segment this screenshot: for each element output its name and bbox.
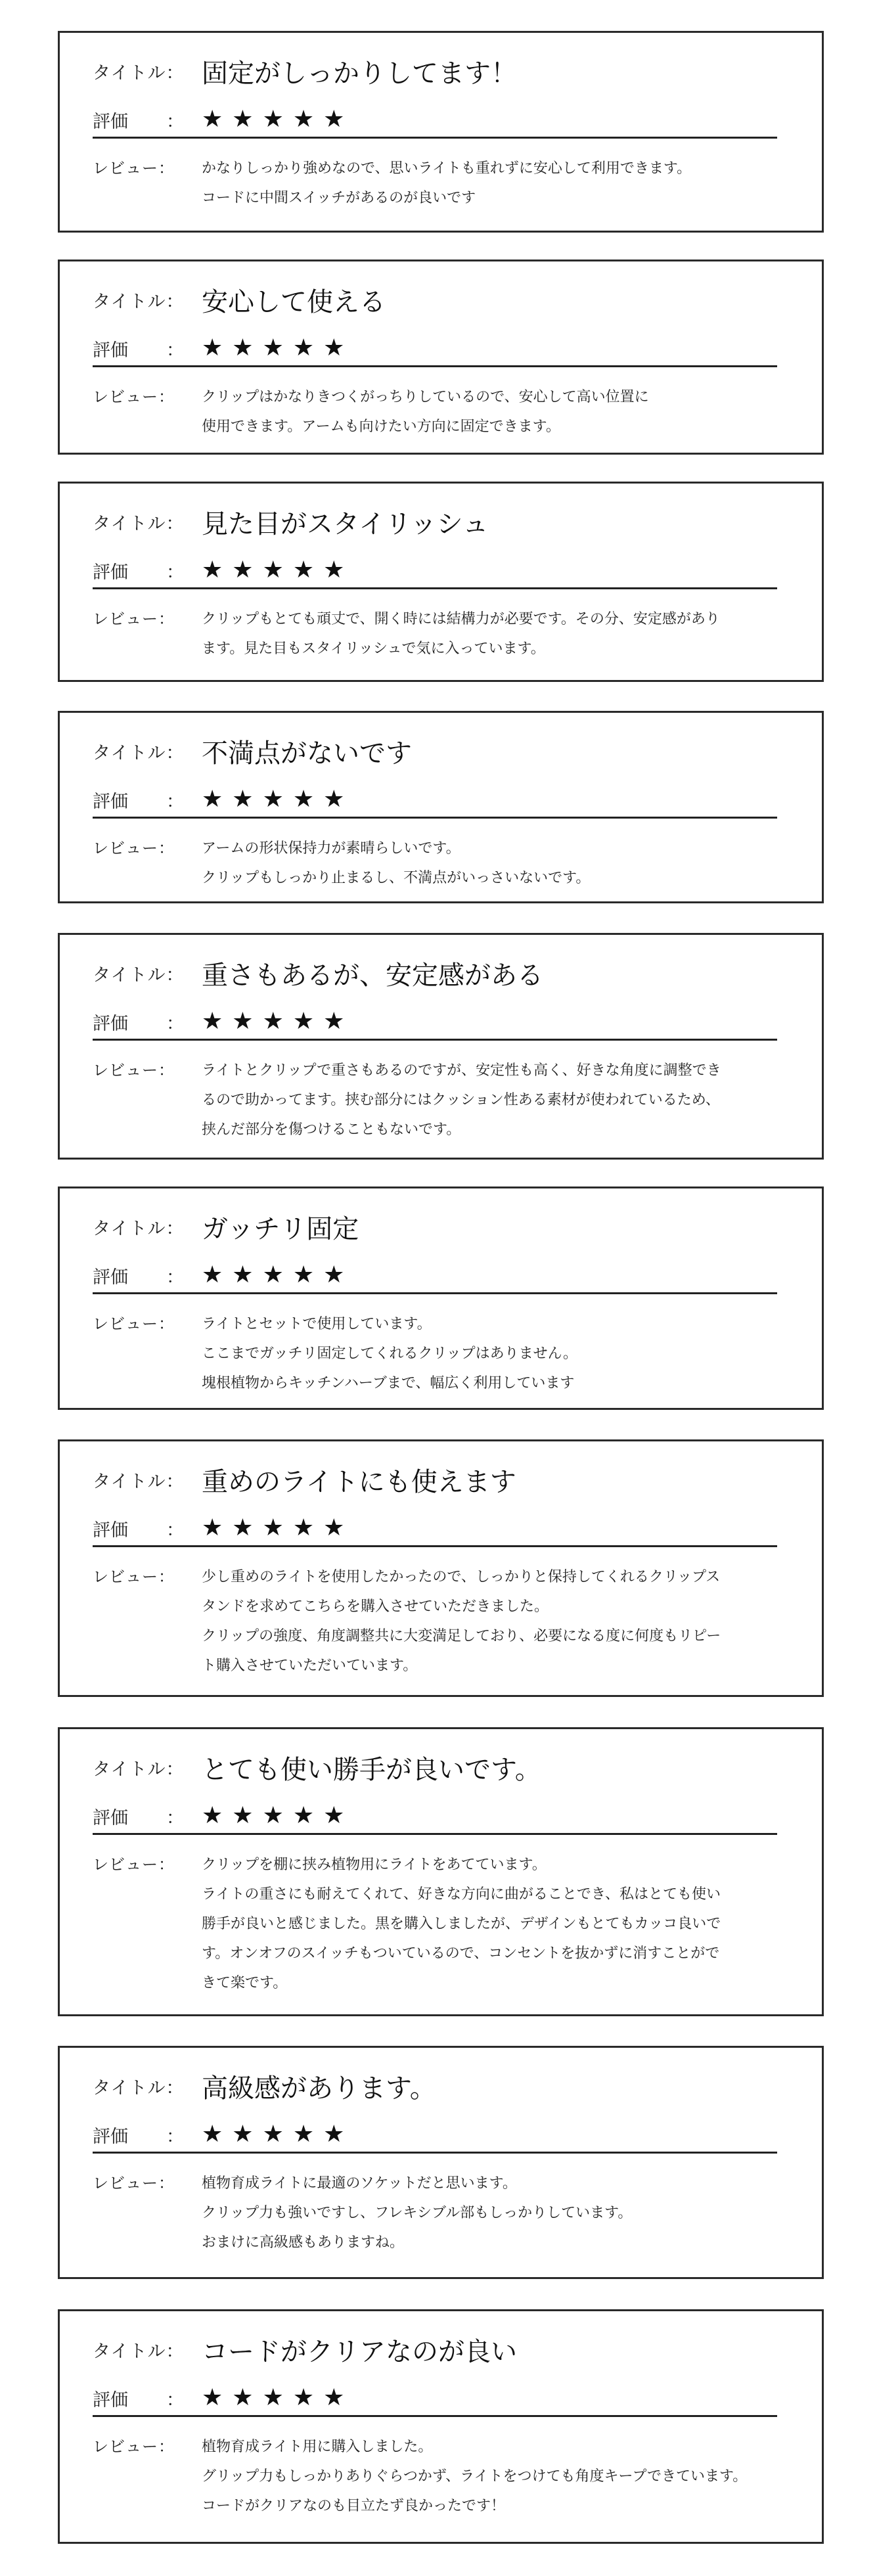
star-icon: ★ bbox=[262, 556, 284, 583]
review-card bbox=[58, 1439, 824, 1697]
star-rating bbox=[202, 1263, 344, 1287]
star-icon: ★ bbox=[292, 2121, 315, 2148]
star-icon: ★ bbox=[232, 1514, 254, 1541]
review-text bbox=[202, 604, 799, 664]
review-line: コードに中間スイッチがあるのが良いです bbox=[202, 190, 476, 206]
rating-label: 評価 ： bbox=[93, 791, 184, 812]
review-row bbox=[93, 2169, 799, 2257]
review-text bbox=[202, 834, 799, 893]
star-icon: ★ bbox=[262, 334, 284, 361]
title-label: タイトル： bbox=[93, 291, 185, 312]
star-icon: ★ bbox=[292, 1008, 315, 1035]
review-row bbox=[93, 1850, 799, 1998]
star-icon: ★ bbox=[323, 106, 345, 133]
title-row bbox=[93, 1208, 359, 1245]
review-card bbox=[58, 2046, 824, 2279]
star-icon: ★ bbox=[202, 1008, 223, 1035]
review-line: コードがクリアなのも目立たず良かったです！ bbox=[202, 2498, 506, 2514]
star-icon: ★ bbox=[202, 1802, 223, 1829]
rating-label: 評価 ： bbox=[93, 2126, 184, 2147]
title-row bbox=[93, 1461, 516, 1498]
review-label: レビュー： bbox=[93, 2437, 175, 2456]
star-icon: ★ bbox=[202, 2121, 223, 2148]
review-line: 植物育成ライトに最適のソケットだと思います。 bbox=[202, 2175, 517, 2192]
star-icon: ★ bbox=[323, 1802, 345, 1829]
title-label: タイトル： bbox=[93, 513, 185, 534]
review-label: レビュー： bbox=[93, 1568, 175, 1586]
star-icon: ★ bbox=[323, 1261, 345, 1288]
title-row bbox=[93, 2331, 517, 2368]
star-icon: ★ bbox=[323, 2121, 345, 2148]
star-icon: ★ bbox=[262, 106, 284, 133]
rating-row bbox=[93, 1258, 777, 1294]
star-rating bbox=[202, 1804, 344, 1828]
review-title: 不満点がないです bbox=[202, 738, 412, 769]
review-label: レビュー： bbox=[93, 1061, 175, 1079]
star-icon: ★ bbox=[202, 1514, 223, 1541]
review-line: ます。見た目もスタイリッシュで気に入っています。 bbox=[202, 641, 545, 657]
review-line: 植物育成ライト用に購入しました。 bbox=[202, 2439, 433, 2455]
review-row bbox=[93, 834, 799, 893]
rating-label: 評価 ： bbox=[93, 1013, 184, 1034]
review-line: きて楽です。 bbox=[202, 1975, 288, 1991]
star-icon: ★ bbox=[292, 106, 315, 133]
rating-row bbox=[93, 1799, 777, 1835]
rating-label: 評価 ： bbox=[93, 562, 184, 583]
title-row bbox=[93, 503, 489, 540]
title-label: タイトル： bbox=[93, 2077, 185, 2098]
review-label: レビュー： bbox=[93, 388, 175, 406]
star-icon: ★ bbox=[262, 1802, 284, 1829]
review-row bbox=[93, 2432, 799, 2521]
review-line: 塊根植物からキッチンハーブまで、幅広く利用しています bbox=[202, 1375, 575, 1391]
review-text bbox=[202, 2169, 799, 2257]
star-icon: ★ bbox=[232, 1802, 254, 1829]
review-label: レビュー： bbox=[93, 159, 175, 177]
rating-label: 評価 ： bbox=[93, 340, 184, 361]
review-row bbox=[93, 1562, 799, 1681]
review-card bbox=[58, 31, 824, 233]
review-line: 少し重めのライトを使用したかったので、しっかりと保持してくれるクリップス bbox=[202, 1569, 721, 1585]
title-label: タイトル： bbox=[93, 2341, 185, 2362]
star-icon: ★ bbox=[292, 1261, 315, 1288]
review-line: ト購入させていただいています。 bbox=[202, 1658, 418, 1674]
star-icon: ★ bbox=[292, 1514, 315, 1541]
star-icon: ★ bbox=[232, 556, 254, 583]
review-label: レビュー： bbox=[93, 610, 175, 628]
review-card bbox=[58, 1186, 824, 1410]
review-line: ライトとセットで使用しています。 bbox=[202, 1316, 432, 1332]
review-card bbox=[58, 711, 824, 903]
review-title: 重めのライトにも使えます bbox=[202, 1466, 516, 1497]
title-label: タイトル： bbox=[93, 964, 185, 985]
review-card bbox=[58, 260, 824, 455]
review-line: ここまでガッチリ固定してくれるクリップはありません。 bbox=[202, 1345, 578, 1362]
star-icon: ★ bbox=[262, 2384, 284, 2411]
review-line: クリップもしっかり止まるし、不満点がいっさいないです。 bbox=[202, 870, 591, 886]
star-icon: ★ bbox=[292, 1802, 315, 1829]
review-title: 安心して使える bbox=[202, 286, 386, 317]
title-row bbox=[93, 53, 517, 89]
review-row bbox=[93, 382, 799, 441]
star-icon: ★ bbox=[323, 1514, 345, 1541]
star-icon: ★ bbox=[262, 786, 284, 813]
rating-row bbox=[93, 331, 777, 367]
title-label: タイトル： bbox=[93, 742, 185, 763]
review-line: グリップ力もしっかりありぐらつかず、ライトをつけても角度キープできています。 bbox=[202, 2468, 748, 2485]
rating-row bbox=[93, 2117, 777, 2154]
review-label: レビュー： bbox=[93, 2174, 175, 2192]
star-rating bbox=[202, 1516, 344, 1540]
star-icon: ★ bbox=[232, 2121, 254, 2148]
review-title: 重さもあるが、安定感がある bbox=[202, 960, 543, 991]
review-line: るので助かってます。挟む部分にはクッション性ある素材が使われているため、 bbox=[202, 1092, 720, 1108]
star-rating bbox=[202, 336, 344, 360]
rating-label: 評価 ： bbox=[93, 2389, 184, 2410]
star-rating bbox=[202, 558, 344, 582]
rating-row bbox=[93, 102, 777, 139]
rating-label: 評価 ： bbox=[93, 1267, 184, 1288]
rating-label: 評価 ： bbox=[93, 1520, 184, 1541]
rating-label: 評価 ： bbox=[93, 1807, 184, 1828]
review-row bbox=[93, 1056, 799, 1144]
title-row bbox=[93, 281, 386, 318]
star-icon: ★ bbox=[232, 106, 254, 133]
review-line: タンドを求めてこちらを購入させていただきました。 bbox=[202, 1598, 549, 1615]
review-line: クリップもとても頑丈で、開く時には結構力が必要です。その分、安定感があり bbox=[202, 611, 720, 627]
star-icon: ★ bbox=[232, 786, 254, 813]
star-icon: ★ bbox=[202, 556, 223, 583]
star-icon: ★ bbox=[232, 2384, 254, 2411]
review-line: アームの形状保持力が素晴らしいです。 bbox=[202, 840, 461, 857]
review-text bbox=[202, 1562, 799, 1681]
star-rating bbox=[202, 2123, 344, 2146]
star-icon: ★ bbox=[292, 334, 315, 361]
star-icon: ★ bbox=[232, 334, 254, 361]
title-row bbox=[93, 955, 543, 991]
star-icon: ★ bbox=[323, 556, 345, 583]
star-icon: ★ bbox=[202, 334, 223, 361]
review-label: レビュー： bbox=[93, 1315, 175, 1333]
star-icon: ★ bbox=[292, 786, 315, 813]
review-label: レビュー： bbox=[93, 1855, 175, 1874]
review-row bbox=[93, 154, 799, 213]
review-card bbox=[58, 1727, 824, 2016]
star-icon: ★ bbox=[232, 1008, 254, 1035]
star-icon: ★ bbox=[323, 334, 345, 361]
star-icon: ★ bbox=[202, 786, 223, 813]
star-rating bbox=[202, 788, 344, 811]
review-line: クリップを棚に挟み植物用にライトをあてています。 bbox=[202, 1857, 547, 1873]
title-label: タイトル： bbox=[93, 1218, 185, 1239]
review-title: 見た目がスタイリッシュ bbox=[202, 508, 489, 539]
review-text bbox=[202, 2432, 799, 2521]
title-label: タイトル： bbox=[93, 1759, 185, 1780]
review-row bbox=[93, 1309, 799, 1398]
review-line: クリップの強度、角度調整共に大変満足しており、必要になる度に何度もリピー bbox=[202, 1628, 721, 1644]
star-icon: ★ bbox=[292, 2384, 315, 2411]
rating-row bbox=[93, 2381, 777, 2417]
rating-row bbox=[93, 1005, 777, 1041]
review-card bbox=[58, 933, 824, 1160]
review-text bbox=[202, 154, 799, 213]
review-line: クリップはかなりきつくがっちりしているので、安心して高い位置に bbox=[202, 389, 649, 405]
review-line: す。オンオフのスイッチもついているので、コンセントを抜かずに消すことがで bbox=[202, 1945, 720, 1962]
review-card bbox=[58, 482, 824, 682]
review-line: 挟んだ部分を傷つけることもないです。 bbox=[202, 1121, 461, 1138]
review-line: ライトとクリップで重さもあるのですが、安定性も高く、好きな角度に調整でき bbox=[202, 1062, 721, 1079]
review-row bbox=[93, 604, 799, 664]
review-title: 高級感があります。 bbox=[202, 2073, 436, 2104]
review-line: クリップ力も強いですし、フレキシブル部もしっかりしています。 bbox=[202, 2205, 633, 2221]
rating-row bbox=[93, 553, 777, 589]
review-title: とても使い勝手が良いです。 bbox=[202, 1754, 541, 1785]
review-line: かなりしっかり強めなので、思いライトも重れずに安心して利用できます。 bbox=[202, 160, 692, 177]
review-text bbox=[202, 1850, 799, 1998]
star-icon: ★ bbox=[262, 1514, 284, 1541]
rating-label: 評価 ： bbox=[93, 111, 184, 132]
star-icon: ★ bbox=[323, 2384, 345, 2411]
title-label: タイトル： bbox=[93, 62, 185, 83]
star-icon: ★ bbox=[292, 556, 315, 583]
rating-row bbox=[93, 1511, 777, 1547]
star-icon: ★ bbox=[202, 106, 223, 133]
review-line: おまけに高級感もありますね。 bbox=[202, 2234, 405, 2251]
title-label: タイトル： bbox=[93, 1471, 185, 1492]
star-icon: ★ bbox=[202, 1261, 223, 1288]
star-icon: ★ bbox=[232, 1261, 254, 1288]
star-icon: ★ bbox=[202, 2384, 223, 2411]
review-card bbox=[58, 2309, 824, 2544]
review-title: ガッチリ固定 bbox=[202, 1213, 359, 1244]
title-row bbox=[93, 2068, 436, 2104]
star-rating bbox=[202, 2386, 344, 2410]
star-rating bbox=[202, 108, 344, 131]
review-line: ライトの重さにも耐えてくれて、好きな方向に曲がることでき、私はとても使い bbox=[202, 1886, 721, 1903]
review-label: レビュー： bbox=[93, 839, 175, 857]
title-row bbox=[93, 1749, 541, 1786]
rating-row bbox=[93, 782, 777, 819]
star-icon: ★ bbox=[262, 2121, 284, 2148]
star-icon: ★ bbox=[323, 1008, 345, 1035]
review-title: コードがクリアなのが良い bbox=[202, 2336, 517, 2367]
review-text bbox=[202, 382, 799, 441]
review-line: 勝手が良いと感じました。黒を購入しましたが、デザインもとてもカッコ良いで bbox=[202, 1916, 721, 1932]
star-rating bbox=[202, 1010, 344, 1033]
review-text bbox=[202, 1309, 799, 1398]
title-row bbox=[93, 733, 412, 769]
review-title: 固定がしっかりしてます！ bbox=[202, 58, 517, 89]
review-line: 使用できます。アームも向けたい方向に固定できます。 bbox=[202, 418, 560, 435]
star-icon: ★ bbox=[323, 786, 345, 813]
star-icon: ★ bbox=[262, 1008, 284, 1035]
review-text bbox=[202, 1056, 799, 1144]
star-icon: ★ bbox=[262, 1261, 284, 1288]
